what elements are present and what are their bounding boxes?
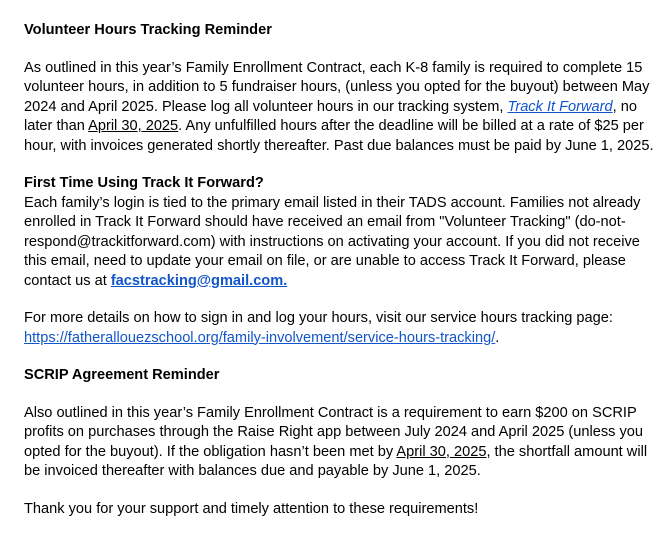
volunteer-hours-text-a: As outlined in this year’s Family Enrollment Contract, each K-8 family is required to complete 15 volunteer hours, in addition to 5 fundraiser hours, (unless you opted for the buyout) between May 2024 and April 2025. Please log all volunteer hours in our tracking system, (24, 59, 650, 115)
volunteer-hours-text-c: . Any unfulfilled hours after the deadline will be billed at a rate of $25 per hour, with invoices generated shortly thereafter. Past due balances must be paid by June 1, 2025. (24, 118, 654, 154)
closing-line: Thank you for your support and timely attention to these requirements! (24, 500, 479, 517)
tracking-page-text-a: For more details on how to sign in and log your hours, visit our service hours tracking page: (24, 310, 613, 326)
scrip-heading: SCRIP Agreement Reminder (24, 367, 220, 383)
volunteer-hours-paragraph (24, 59, 654, 157)
first-time-heading: First Time Using Track It Forward? (24, 175, 264, 191)
scrip-text-a: Also outlined in this year’s Family Enrollment Contract is a requirement to earn $200 on SCRIP profits on purchases through the Raise Right app between July 2024 and April 2025 (unless you opted for the buyout). If the obligation hasn’t been met by (24, 404, 644, 460)
volunteer-hours-text-b: , no later than (24, 98, 637, 134)
track-it-forward-link[interactable]: Track It Forward (507, 98, 613, 115)
tracking-page-text-b: . (495, 329, 500, 346)
first-time-paragraph (24, 194, 654, 292)
scrip-paragraph (24, 404, 654, 482)
volunteer-hours-heading: Volunteer Hours Tracking Reminder (24, 22, 272, 38)
scrip-deadline-date: April 30, 2025 (396, 443, 487, 460)
facstracking-email-link[interactable]: facstracking@gmail.com. (110, 272, 288, 289)
scrip-text-b: , the shortfall amount will be invoiced thereafter with balances due and payable by June 1, 2025. (24, 443, 648, 479)
document-body (24, 21, 654, 519)
service-hours-tracking-link[interactable]: https://fatherallouezschool.org/family-involvement/service-hours-tracking/ (24, 329, 496, 346)
volunteer-deadline-date: April 30, 2025 (88, 118, 179, 134)
first-time-text-a: Each family’s login is tied to the primary email listed in their TADS account. Families not already enrolled in Track It Forward should have received an email from "Volunteer Tracking" (do-not-respond@trackitforward.com) with instructions on activating your account. If you did not receive this email, need to update your email on file, or are unable to access Track It Forward, please contact us at (24, 194, 641, 289)
tracking-page-paragraph (24, 309, 654, 348)
